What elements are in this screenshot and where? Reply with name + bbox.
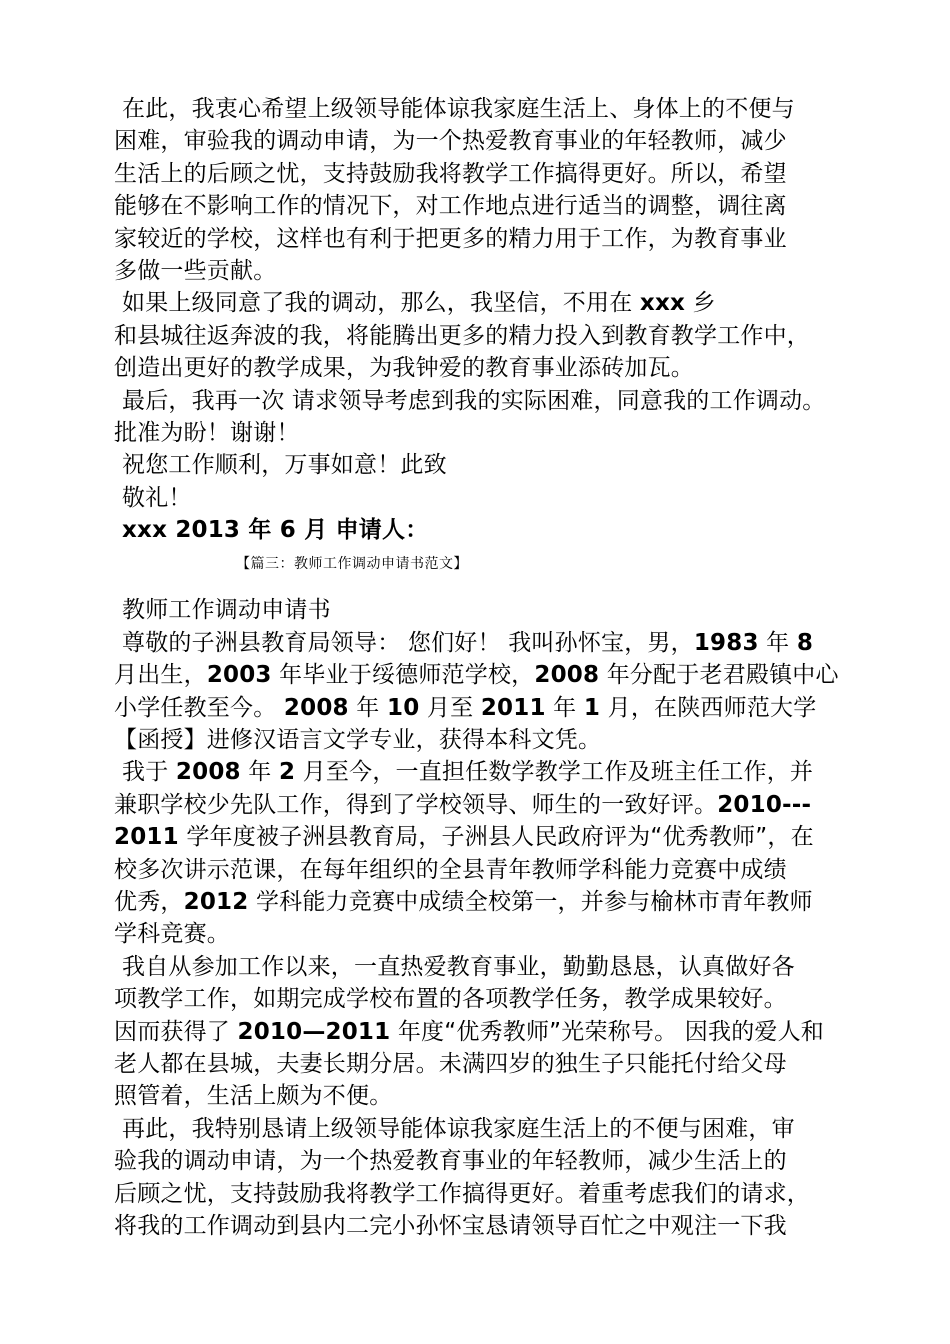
paragraph-line: 项教学工作，如期完成学校布置的各项教学任务，教学成果较好。	[114, 986, 787, 1013]
salutation-line: 敬礼！	[122, 484, 192, 511]
paragraph-line: 2011 学年度被子洲县教育局，子洲县人民政府评为“优秀教师”，在	[114, 824, 814, 851]
paragraph-line: 最后，我再一次 请求领导考虑到我的实际困难，同意我的工作调动。	[122, 387, 826, 414]
paragraph-line: 优秀，2012 学科能力竞赛中成绩全校第一，并参与榆林市青年教师	[114, 888, 813, 915]
paragraph-line: 在此，我衷心希望上级领导能体谅我家庭生活上、身体上的不便与	[122, 96, 795, 122]
paragraph-line: 多做一些贡献。	[114, 257, 277, 284]
paragraph-line: 批准为盼！谢谢！	[114, 419, 300, 446]
paragraph-line: 家较近的学校，这样也有利于把更多的精力用于工作，为教育事业	[114, 225, 787, 252]
paragraph-line: 再此，我特别恳请上级领导能体谅我家庭生活上的不便与困难，审	[122, 1115, 795, 1142]
paragraph-line: 老人都在县城，夫妻长期分居。未满四岁的独生子只能托付给父母	[114, 1050, 787, 1077]
paragraph-line: 因而获得了 2010—2011 年度“优秀教师”光荣称号。 因我的爱人和	[114, 1018, 824, 1045]
paragraph-line: 我自从参加工作以来，一直热爱教育事业，勤勤恳恳，认真做好各	[122, 953, 795, 980]
paragraph-line: 如果上级同意了我的调动，那么，我坚信，不用在 xxx 乡	[122, 290, 716, 317]
paragraph-line: 校多次讲示范课，在每年组织的全县青年教师学科能力竞赛中成绩	[114, 856, 787, 883]
paragraph-line: 小学任教至今。 2008 年 10 月至 2011 年 1 月，在陕西师范大学	[114, 694, 817, 721]
paragraph-line: 【函授】进修汉语言文学专业，获得本科文凭。	[114, 727, 602, 754]
paragraph-line: 我于 2008 年 2 月至今，一直担任数学教学工作及班主任工作，并	[122, 759, 814, 786]
paragraph-line: 创造出更好的教学成果，为我钟爱的教育事业添砖加瓦。	[114, 355, 694, 382]
paragraph-line: 后顾之忧，支持鼓励我将教学工作搞得更好。着重考虑我们的请求，	[114, 1180, 810, 1207]
letter-title: 教师工作调动申请书	[122, 597, 331, 624]
paragraph-line: 和县城往返奔波的我，将能腾出更多的精力投入到教育教学工作中，	[114, 322, 810, 349]
paragraph-line: 尊敬的子洲县教育局领导： 您们好！ 我叫孙怀宝，男，1983 年 8	[122, 629, 814, 656]
paragraph-line: 照管着，生活上颇为不便。	[114, 1083, 393, 1110]
signature-line: xxx 2013 年 6 月 申请人：	[122, 517, 429, 544]
paragraph-line: 月出生，2003 年毕业于绥德师范学校，2008 年分配于老君殿镇中心	[114, 662, 839, 689]
paragraph-line: 能够在不影响工作的情况下，对工作地点进行适当的调整，调往离	[114, 193, 787, 220]
document-page	[114, 93, 854, 1242]
paragraph-line: 困难，审验我的调动申请，为一个热爱教育事业的年轻教师，减少	[114, 128, 787, 155]
paragraph-line: 学科竞赛。	[114, 921, 230, 948]
closing-line: 祝您工作顺利，万事如意！此致	[122, 452, 447, 479]
paragraph-line: 验我的调动申请，为一个热爱教育事业的年轻教师，减少生活上的	[114, 1148, 787, 1175]
section-title: 【篇三：教师工作调动申请书范文】	[236, 556, 468, 573]
paragraph-line: 生活上的后顾之忧，支持鼓励我将教学工作搞得更好。所以，希望	[114, 160, 787, 187]
paragraph-line: 将我的工作调动到县内二完小孙怀宝恳请领导百忙之中观注一下我	[114, 1212, 787, 1239]
paragraph-line: 兼职学校少先队工作，得到了学校领导、师生的一致好评。2010---	[114, 791, 812, 818]
